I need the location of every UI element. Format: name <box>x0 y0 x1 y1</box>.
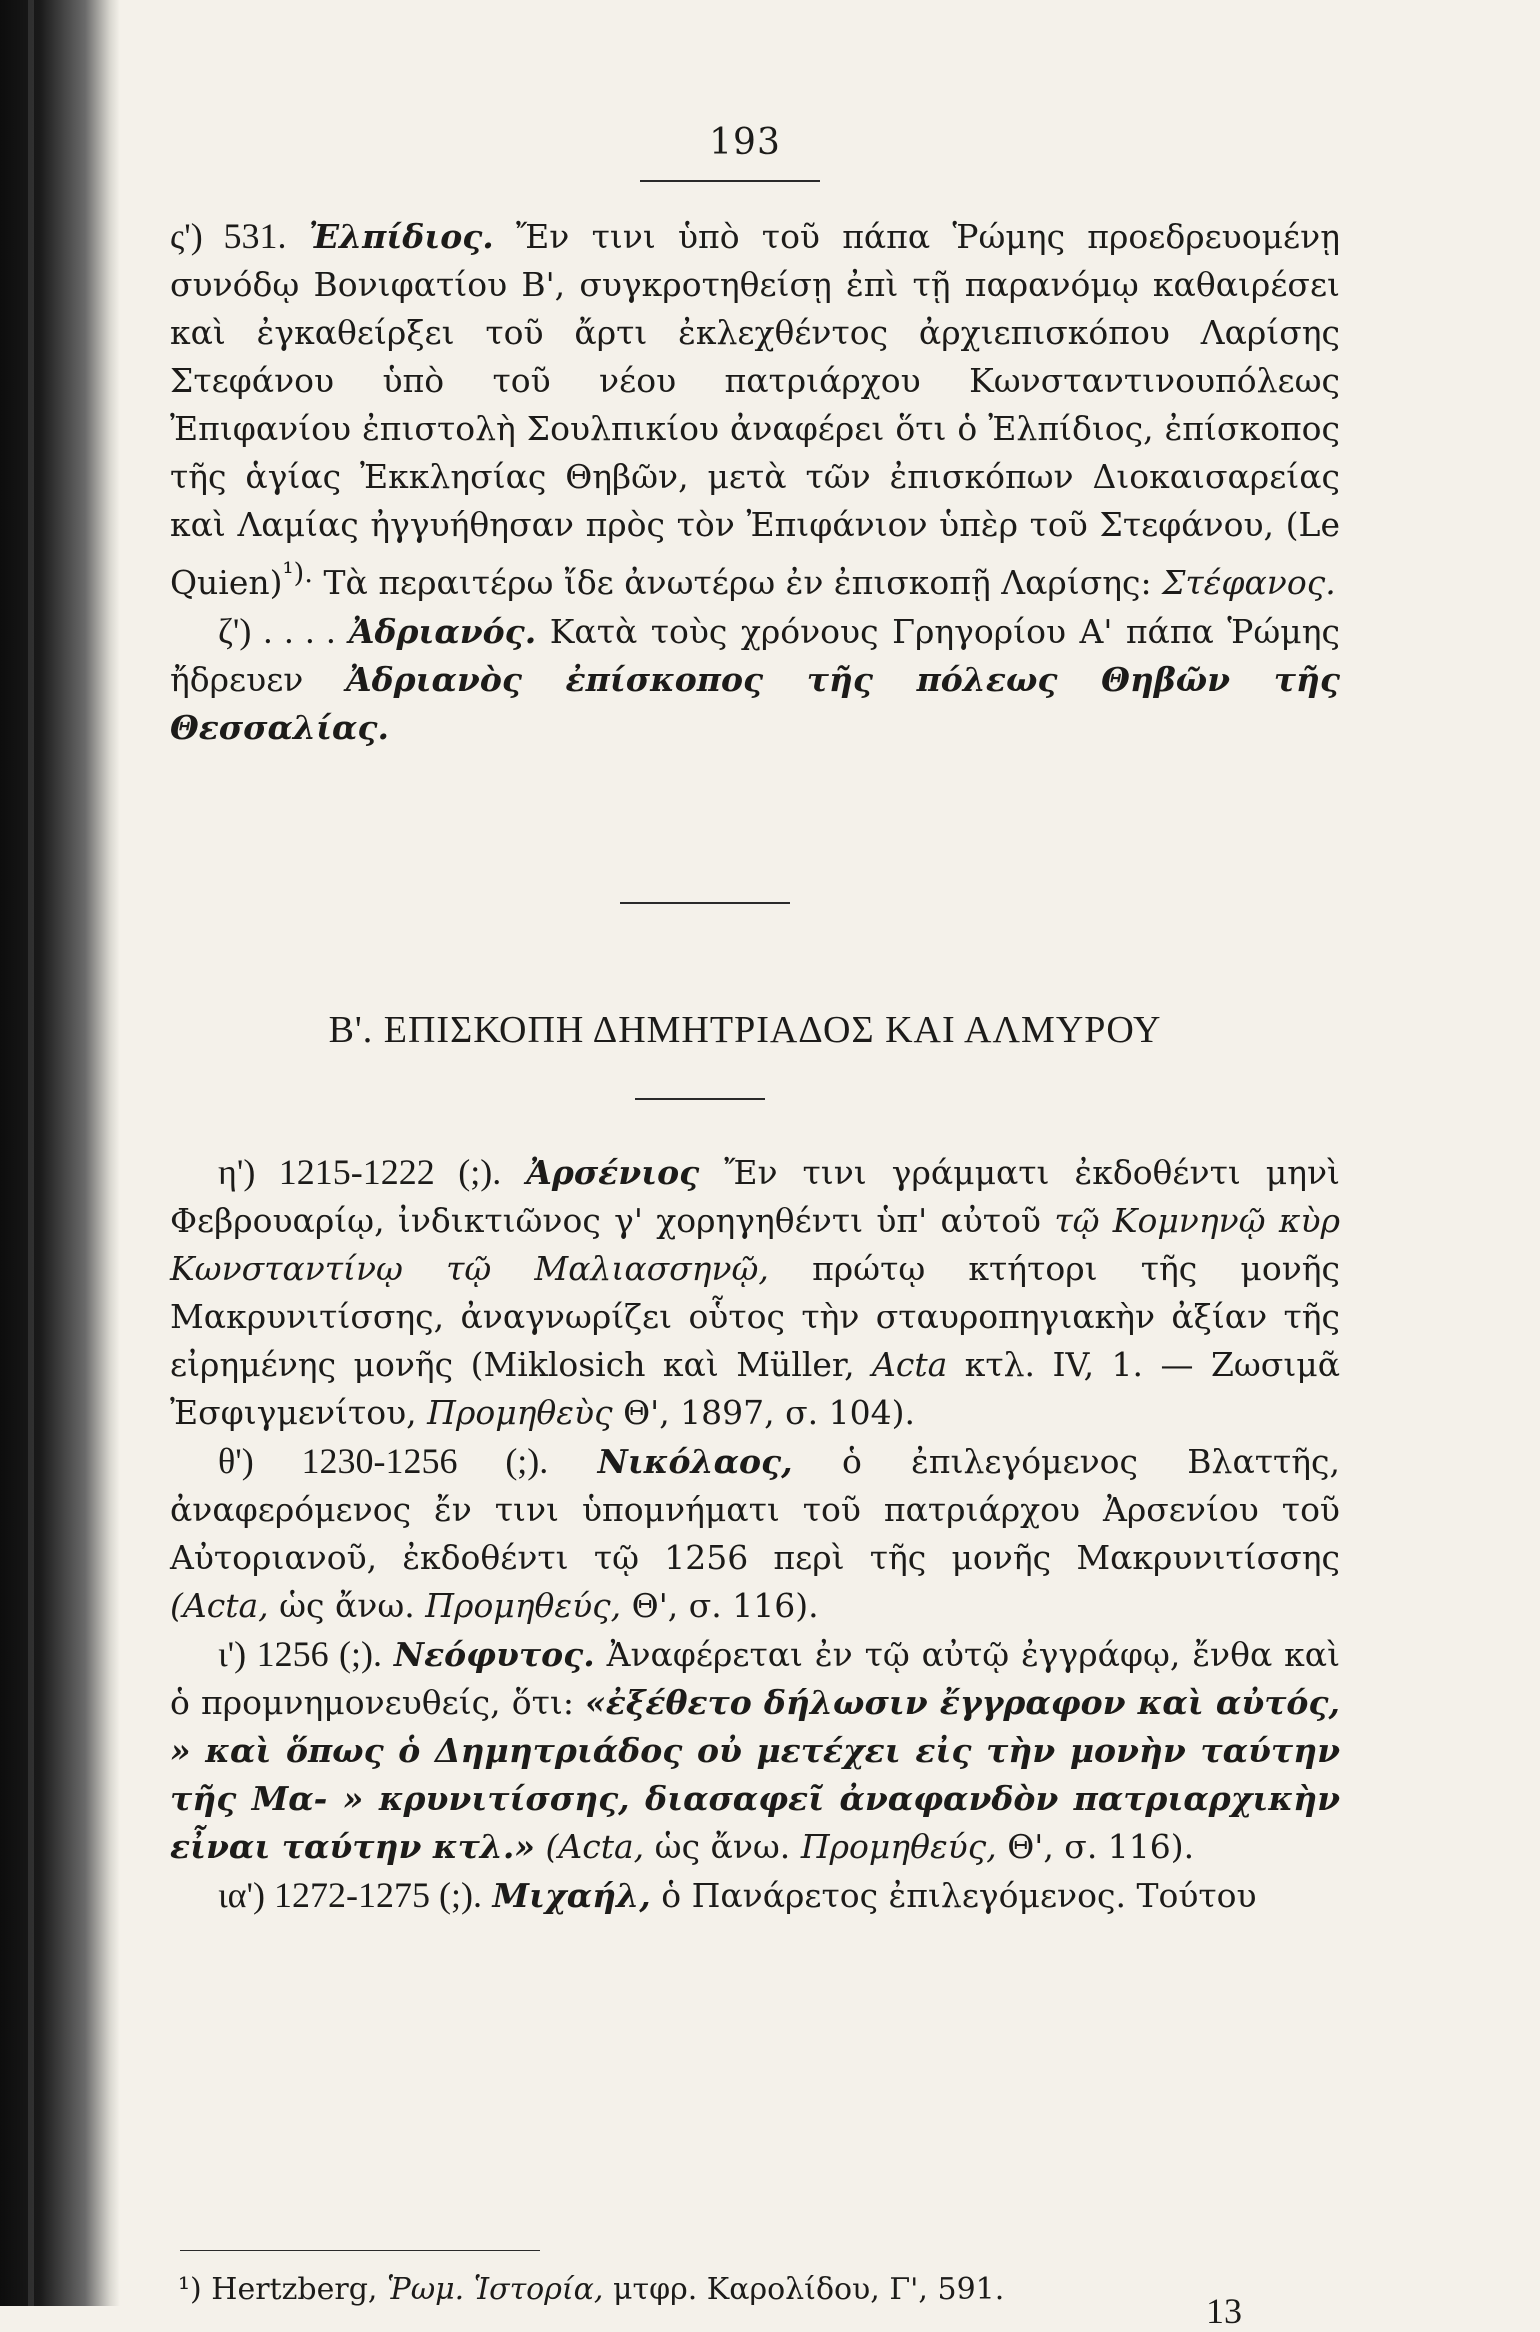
binding-shadow <box>0 0 120 2306</box>
entry-michael <box>170 1871 1340 1920</box>
entry-text: Θ', σ. 116). <box>1007 1827 1195 1866</box>
upper-text-block <box>170 212 1340 752</box>
header-rule <box>640 180 820 182</box>
footnote <box>178 2272 1004 2307</box>
footnote-mark: ¹) <box>178 2272 202 2307</box>
entry-italic: Acta <box>872 1345 948 1384</box>
entry-text: ὁ Πανάρετος ἐπιλεγόμενος. Τούτου <box>661 1876 1257 1915</box>
entry-number: θ') 1230-1256 (;). <box>218 1441 549 1481</box>
entry-text: Θ', 1897, σ. 104). <box>623 1393 915 1432</box>
signature-mark: 13 <box>1206 2291 1242 2331</box>
entry-italic: (Acta, <box>545 1827 645 1866</box>
entry-text: Ἔν τινι ὑπὸ τοῦ πάπα Ῥώμης προεδρευομένῃ συνόδῳ Βονιφατίου Β', συγκροτηθείσῃ ἐπὶ τῇ παρανόμῳ καθαιρέσει καὶ ἐγκαθείρξει τοῦ ἄρτι ἐκλεχθέντος ἀρχιεπισκόπου Λαρίσης Στεφάνου ὑπὸ τοῦ νέου πατριάρχου Κωνσταντινουπόλεως Ἐπιφανίου ἐπιστολὴ Σουλπικίου ἀναφέρει ὅτι ὁ Ἐλπίδιος, ἐπίσκοπος τῆς ἁγίας Ἐκκλησίας Θηβῶν, μετὰ τῶν ἐπισκόπων Διοκαισαρείας καὶ Λαμίας ἠγγυήθησαν πρὸς τὸν Ἐπιφάνιον ὑπὲρ τοῦ Στεφάνου, (Le Quien) <box>170 217 1340 602</box>
footnote-text: Hertzberg, <box>211 2272 378 2307</box>
entry-italic: Προμηθεύς, <box>425 1586 622 1625</box>
entry-text: Ἔν τινι γράμματι ἐκδοθέντι μηνὶ Φεβρουαρίῳ, ἰνδικτιῶνος γ' χορηγηθέντι ὑπ' αὐτοῦ <box>170 1153 1340 1240</box>
page <box>150 0 1341 2331</box>
page-edge <box>28 0 34 2306</box>
bishop-name: Ἀρσένιος <box>526 1153 700 1192</box>
entry-number: ια') 1272-1275 (;). <box>218 1875 482 1915</box>
entry-italic: Προμηθεύς, <box>800 1827 997 1866</box>
footnote-italic: Ῥωμ. Ἱστορία, <box>387 2272 604 2307</box>
entry-quote: «ἐξέθετο δήλωσιν ἔγγραφον καὶ αὐτός, » καὶ ὅπως ὁ Δημητριάδος οὐ μετέχει εἰς τὴν μονὴν ταύτην τῆς Μα- » κρυνιτίσσης, διασαφεῖ ἀναφανδὸν πατριαρχικὴν εἶναι ταύτην κτλ.» <box>170 1683 1341 1866</box>
entry-text: ὡς ἄνω. <box>279 1586 415 1625</box>
entry-neophytos <box>170 1630 1340 1871</box>
entry-text-after: Τὰ περαιτέρω ἴδε ἀνωτέρω ἐν ἐπισκοπῇ Λαρίσης: <box>323 563 1152 602</box>
entry-nikolaos <box>170 1437 1340 1630</box>
entry-text: πρώτῳ κτήτορι τῆς μονῆς Μακρυνιτίσσης, ἀναγνωρίζει οὗτος τὴν σταυροπηγιακὴν ἀξίαν τῆς εἰρημένης μονῆς (Miklosich καὶ Müller, <box>170 1249 1341 1384</box>
section-rule <box>620 902 790 904</box>
entry-arsenios <box>170 1148 1340 1437</box>
section-heading: Β'. ΕΠΙΣΚΟΠΗ ΔΗΜΗΤΡΙΑΔΟΣ ΚΑΙ ΑΛΜΥΡΟΥ <box>328 1009 1162 1051</box>
heading-rule <box>635 1098 765 1100</box>
bishop-name: Μιχαήλ, <box>492 1876 651 1915</box>
bishop-name: Ἐλπίδιος. <box>308 217 494 256</box>
bishop-name: Νεόφυτος. <box>393 1635 595 1674</box>
bishop-name: Ἀδριανός. <box>348 612 537 651</box>
entry-text: Κατὰ τοὺς χρόνους Γρηγορίου Α' πάπα Ῥώμης ἤδρευεν <box>170 612 1340 699</box>
entry-italic: τῷ Κομνηνῷ κὺρ Κωνσταντίνῳ τῷ Μαλιασσηνῷ, <box>170 1201 1340 1288</box>
entry-number: ζ') . . . . <box>218 611 336 651</box>
entry-text: ὡς ἄνω. <box>654 1827 791 1866</box>
page-number: 193 <box>709 122 781 163</box>
entry-number: η') 1215-1222 (;). <box>218 1152 502 1192</box>
entry-text: κτλ. IV, 1. — Ζωσιμᾶ Ἐσφιγμενίτου, <box>170 1345 1340 1432</box>
bishop-name: Νικόλαος, <box>597 1442 793 1481</box>
entry-italic: Προμηθεὺς <box>427 1393 613 1432</box>
entry-number: ι') 1256 (;). <box>218 1634 382 1674</box>
entry-text: ὁ ἐπιλεγόμενος Βλαττῆς, ἀναφερόμενος ἔν τινι ὑπομνήματι τοῦ πατριάρχου Ἀρσενίου τοῦ Αὐτοριανοῦ, ἐκδοθέντι τῷ 1256 περὶ τῆς μονῆς Μακρυνιτίσσης <box>170 1442 1341 1577</box>
footnote-rule <box>180 2250 540 2251</box>
bishop-title: Ἀδριανὸς ἐπίσκοπος τῆς πόλεως Θηβῶν τῆς Θεσσαλίας. <box>170 660 1340 747</box>
bishop-name-ref: Στέφανος. <box>1162 563 1336 602</box>
entry-text: Ἀναφέρεται ἐν τῷ αὐτῷ ἐγγράφῳ, ἔνθα καὶ ὁ προμνημονευθείς, ὅτι: <box>170 1635 1341 1722</box>
lower-text-block <box>170 1148 1340 1920</box>
footnote-ref: ¹). <box>282 557 314 589</box>
entry-adrianos <box>170 607 1340 752</box>
entry-number: ς') 531. <box>170 216 287 256</box>
footnote-text: μτφρ. Καρολίδου, Γ', 591. <box>612 2272 1005 2307</box>
entry-text: Θ', σ. 116). <box>631 1586 819 1625</box>
entry-elpidios <box>170 212 1340 607</box>
entry-italic: (Acta, <box>170 1586 269 1625</box>
